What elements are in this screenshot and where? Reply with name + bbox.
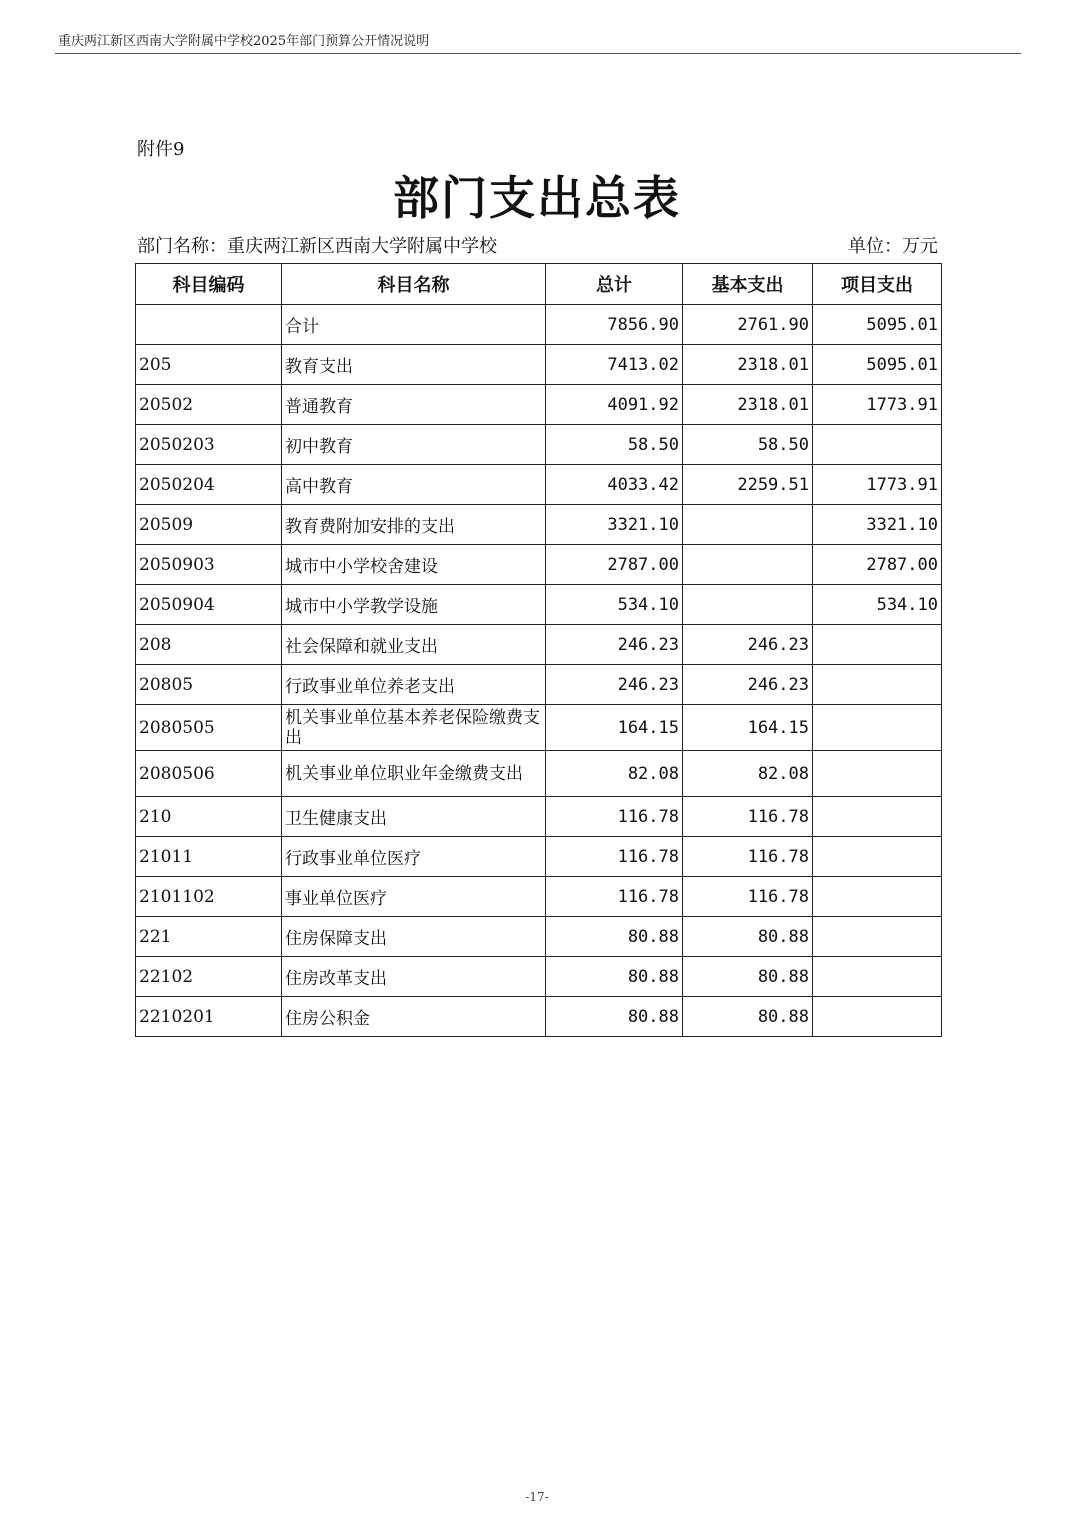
cell-project bbox=[813, 917, 942, 957]
cell-name: 社会保障和就业支出 bbox=[282, 625, 546, 665]
cell-total: 80.88 bbox=[546, 997, 683, 1037]
cell-total: 7413.02 bbox=[546, 345, 683, 385]
cell-code: 2080506 bbox=[136, 751, 282, 797]
cell-name: 教育支出 bbox=[282, 345, 546, 385]
cell-total: 116.78 bbox=[546, 797, 683, 837]
cell-name: 住房公积金 bbox=[282, 997, 546, 1037]
cell-project bbox=[813, 797, 942, 837]
cell-name: 城市中小学校舍建设 bbox=[282, 545, 546, 585]
cell-project bbox=[813, 705, 942, 751]
column-header-name: 科目名称 bbox=[282, 264, 546, 305]
cell-name: 普通教育 bbox=[282, 385, 546, 425]
table-row bbox=[136, 797, 942, 837]
cell-total: 7856.90 bbox=[546, 305, 683, 345]
table-row bbox=[136, 877, 942, 917]
cell-total: 82.08 bbox=[546, 751, 683, 797]
attachment-label: 附件9 bbox=[137, 139, 185, 160]
cell-basic: 246.23 bbox=[683, 665, 813, 705]
cell-project: 1773.91 bbox=[813, 385, 942, 425]
cell-total: 116.78 bbox=[546, 837, 683, 877]
cell-project bbox=[813, 837, 942, 877]
cell-code bbox=[136, 305, 282, 345]
cell-project: 5095.01 bbox=[813, 305, 942, 345]
cell-basic: 82.08 bbox=[683, 751, 813, 797]
unit-label: 单位：万元 bbox=[848, 236, 938, 257]
cell-code: 2101102 bbox=[136, 877, 282, 917]
cell-name: 机关事业单位职业年金缴费支出 bbox=[282, 751, 546, 797]
table-row bbox=[136, 545, 942, 585]
cell-basic: 2259.51 bbox=[683, 465, 813, 505]
table-row bbox=[136, 705, 942, 751]
cell-code: 2210201 bbox=[136, 997, 282, 1037]
cell-total: 246.23 bbox=[546, 665, 683, 705]
cell-code: 20805 bbox=[136, 665, 282, 705]
cell-project: 534.10 bbox=[813, 585, 942, 625]
cell-total: 246.23 bbox=[546, 625, 683, 665]
cell-code: 221 bbox=[136, 917, 282, 957]
cell-code: 20502 bbox=[136, 385, 282, 425]
cell-project: 5095.01 bbox=[813, 345, 942, 385]
cell-project: 2787.00 bbox=[813, 545, 942, 585]
cell-project: 3321.10 bbox=[813, 505, 942, 545]
cell-total: 58.50 bbox=[546, 425, 683, 465]
cell-code: 205 bbox=[136, 345, 282, 385]
cell-name: 行政事业单位养老支出 bbox=[282, 665, 546, 705]
column-header-code: 科目编码 bbox=[136, 264, 282, 305]
column-header-project: 项目支出 bbox=[813, 264, 942, 305]
table-row bbox=[136, 665, 942, 705]
table-row bbox=[136, 385, 942, 425]
cell-basic: 2318.01 bbox=[683, 385, 813, 425]
table-row bbox=[136, 465, 942, 505]
cell-name: 住房改革支出 bbox=[282, 957, 546, 997]
cell-project bbox=[813, 425, 942, 465]
cell-basic: 116.78 bbox=[683, 797, 813, 837]
table-row bbox=[136, 957, 942, 997]
cell-code: 210 bbox=[136, 797, 282, 837]
cell-project bbox=[813, 751, 942, 797]
cell-code: 2050903 bbox=[136, 545, 282, 585]
cell-total: 4091.92 bbox=[546, 385, 683, 425]
table-row bbox=[136, 305, 942, 345]
cell-basic: 116.78 bbox=[683, 877, 813, 917]
page-header: 重庆两江新区西南大学附属中学校2025年部门预算公开情况说明 bbox=[58, 34, 430, 49]
cell-basic: 2761.90 bbox=[683, 305, 813, 345]
cell-name: 城市中小学教学设施 bbox=[282, 585, 546, 625]
cell-total: 3321.10 bbox=[546, 505, 683, 545]
cell-basic: 80.88 bbox=[683, 917, 813, 957]
table-row bbox=[136, 997, 942, 1037]
page-title: 部门支出总表 bbox=[393, 171, 681, 225]
cell-total: 4033.42 bbox=[546, 465, 683, 505]
cell-total: 164.15 bbox=[546, 705, 683, 751]
cell-name: 卫生健康支出 bbox=[282, 797, 546, 837]
table-row bbox=[136, 425, 942, 465]
table-row bbox=[136, 345, 942, 385]
cell-basic: 2318.01 bbox=[683, 345, 813, 385]
cell-name: 初中教育 bbox=[282, 425, 546, 465]
cell-code: 20509 bbox=[136, 505, 282, 545]
cell-code: 22102 bbox=[136, 957, 282, 997]
table-row bbox=[136, 917, 942, 957]
cell-project bbox=[813, 997, 942, 1037]
cell-project bbox=[813, 625, 942, 665]
department-name: 部门名称：重庆两江新区西南大学附属中学校 bbox=[137, 236, 497, 257]
cell-code: 2050203 bbox=[136, 425, 282, 465]
cell-name: 教育费附加安排的支出 bbox=[282, 505, 546, 545]
cell-basic: 164.15 bbox=[683, 705, 813, 751]
cell-code: 2050904 bbox=[136, 585, 282, 625]
cell-basic bbox=[683, 505, 813, 545]
cell-name: 事业单位医疗 bbox=[282, 877, 546, 917]
cell-name: 合计 bbox=[282, 305, 546, 345]
column-header-total: 总计 bbox=[546, 264, 683, 305]
cell-project bbox=[813, 877, 942, 917]
column-header-basic: 基本支出 bbox=[683, 264, 813, 305]
table-body bbox=[136, 305, 942, 1037]
table-row bbox=[136, 505, 942, 545]
cell-name: 行政事业单位医疗 bbox=[282, 837, 546, 877]
cell-project bbox=[813, 957, 942, 997]
cell-basic: 80.88 bbox=[683, 957, 813, 997]
cell-name: 高中教育 bbox=[282, 465, 546, 505]
table-header-row bbox=[136, 264, 942, 305]
cell-basic: 58.50 bbox=[683, 425, 813, 465]
header-divider bbox=[55, 53, 1021, 54]
cell-total: 116.78 bbox=[546, 877, 683, 917]
cell-code: 2080505 bbox=[136, 705, 282, 751]
cell-project: 1773.91 bbox=[813, 465, 942, 505]
table-row bbox=[136, 585, 942, 625]
cell-project bbox=[813, 665, 942, 705]
cell-total: 80.88 bbox=[546, 917, 683, 957]
cell-code: 208 bbox=[136, 625, 282, 665]
cell-code: 21011 bbox=[136, 837, 282, 877]
cell-basic bbox=[683, 545, 813, 585]
page-number: -17- bbox=[525, 1490, 549, 1504]
cell-total: 534.10 bbox=[546, 585, 683, 625]
cell-basic: 116.78 bbox=[683, 837, 813, 877]
cell-name: 机关事业单位基本养老保险缴费支出 bbox=[282, 705, 546, 751]
cell-name: 住房保障支出 bbox=[282, 917, 546, 957]
cell-basic: 246.23 bbox=[683, 625, 813, 665]
cell-basic bbox=[683, 585, 813, 625]
cell-code: 2050204 bbox=[136, 465, 282, 505]
cell-total: 80.88 bbox=[546, 957, 683, 997]
expenditure-table bbox=[135, 263, 942, 1037]
table-row bbox=[136, 751, 942, 797]
cell-total: 2787.00 bbox=[546, 545, 683, 585]
table-row bbox=[136, 837, 942, 877]
table-row bbox=[136, 625, 942, 665]
cell-basic: 80.88 bbox=[683, 997, 813, 1037]
